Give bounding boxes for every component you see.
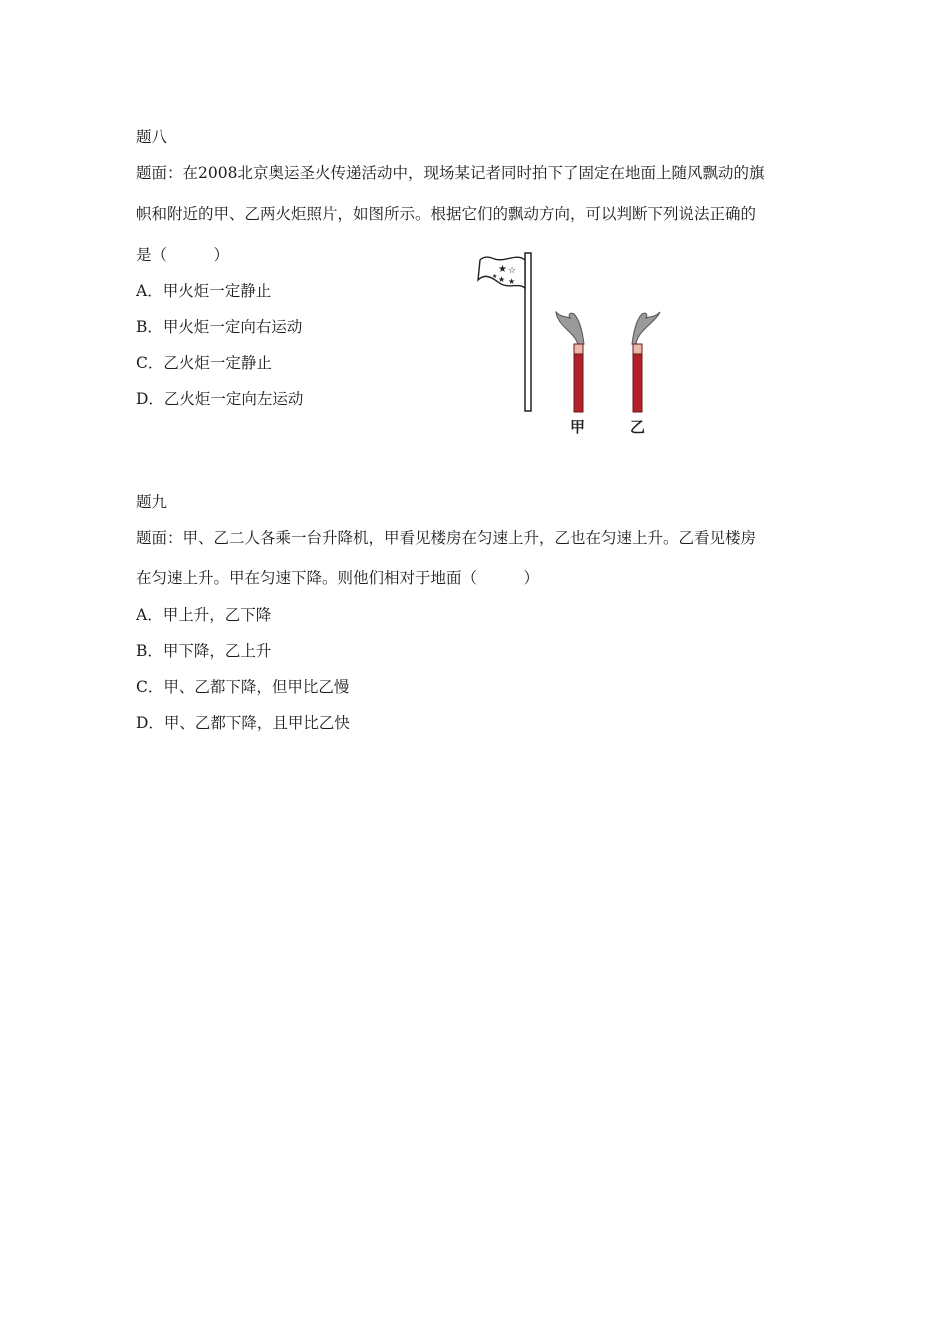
q9-option-a: A．甲上升，乙下降	[136, 606, 272, 624]
q9-option-b: B．甲下降，乙上升	[136, 642, 272, 660]
q9-stem-line-1: 题面：甲、乙二人各乘一台升降机，甲看见楼房在匀速上升，乙也在匀速上升。乙看见楼房	[136, 529, 757, 547]
q8-option-b: B．甲火炬一定向右运动	[136, 318, 303, 336]
torch-yi	[632, 312, 660, 412]
q9-option-c: C．甲、乙都下降，但甲比乙慢	[136, 678, 350, 696]
q8-option-c: C．乙火炬一定静止	[136, 354, 272, 372]
q9-option-d: D．甲、乙都下降，且甲比乙快	[136, 714, 350, 732]
flame-yi-icon	[632, 312, 660, 344]
torch-jia	[556, 312, 584, 412]
q8-figure	[470, 248, 670, 440]
q8-stem-line-1: 题面：在2008北京奥运圣火传递活动中，现场某记者同时拍下了固定在地面上随风飘动的旗	[136, 164, 765, 182]
q8-stem-line-3: 是（ ）	[136, 246, 230, 264]
flag-pole	[525, 253, 531, 411]
flame-jia-icon	[556, 312, 584, 344]
star-icon: ★	[508, 277, 516, 286]
q8-stem-line-2: 帜和附近的甲、乙两火炬照片，如图所示。根据它们的飘动方向，可以判断下列说法正确的	[136, 205, 757, 223]
torch-jia-label: 甲	[570, 418, 586, 436]
q9-title: 题九	[136, 493, 168, 511]
star-icon: ★	[498, 275, 506, 284]
star-icon: ★	[498, 264, 507, 275]
star-icon: ★	[492, 273, 498, 280]
q8-title: 题八	[136, 128, 168, 146]
torch-yi-label: 乙	[630, 418, 646, 436]
q8-option-d: D．乙火炬一定向左运动	[136, 390, 304, 408]
star-icon: ☆	[508, 266, 517, 276]
q8-option-a: A．甲火炬一定静止	[136, 282, 272, 300]
q9-stem-line-2: 在匀速上升。甲在匀速下降。则他们相对于地面（ ）	[136, 569, 540, 587]
flag-and-torches-illustration	[470, 248, 670, 440]
